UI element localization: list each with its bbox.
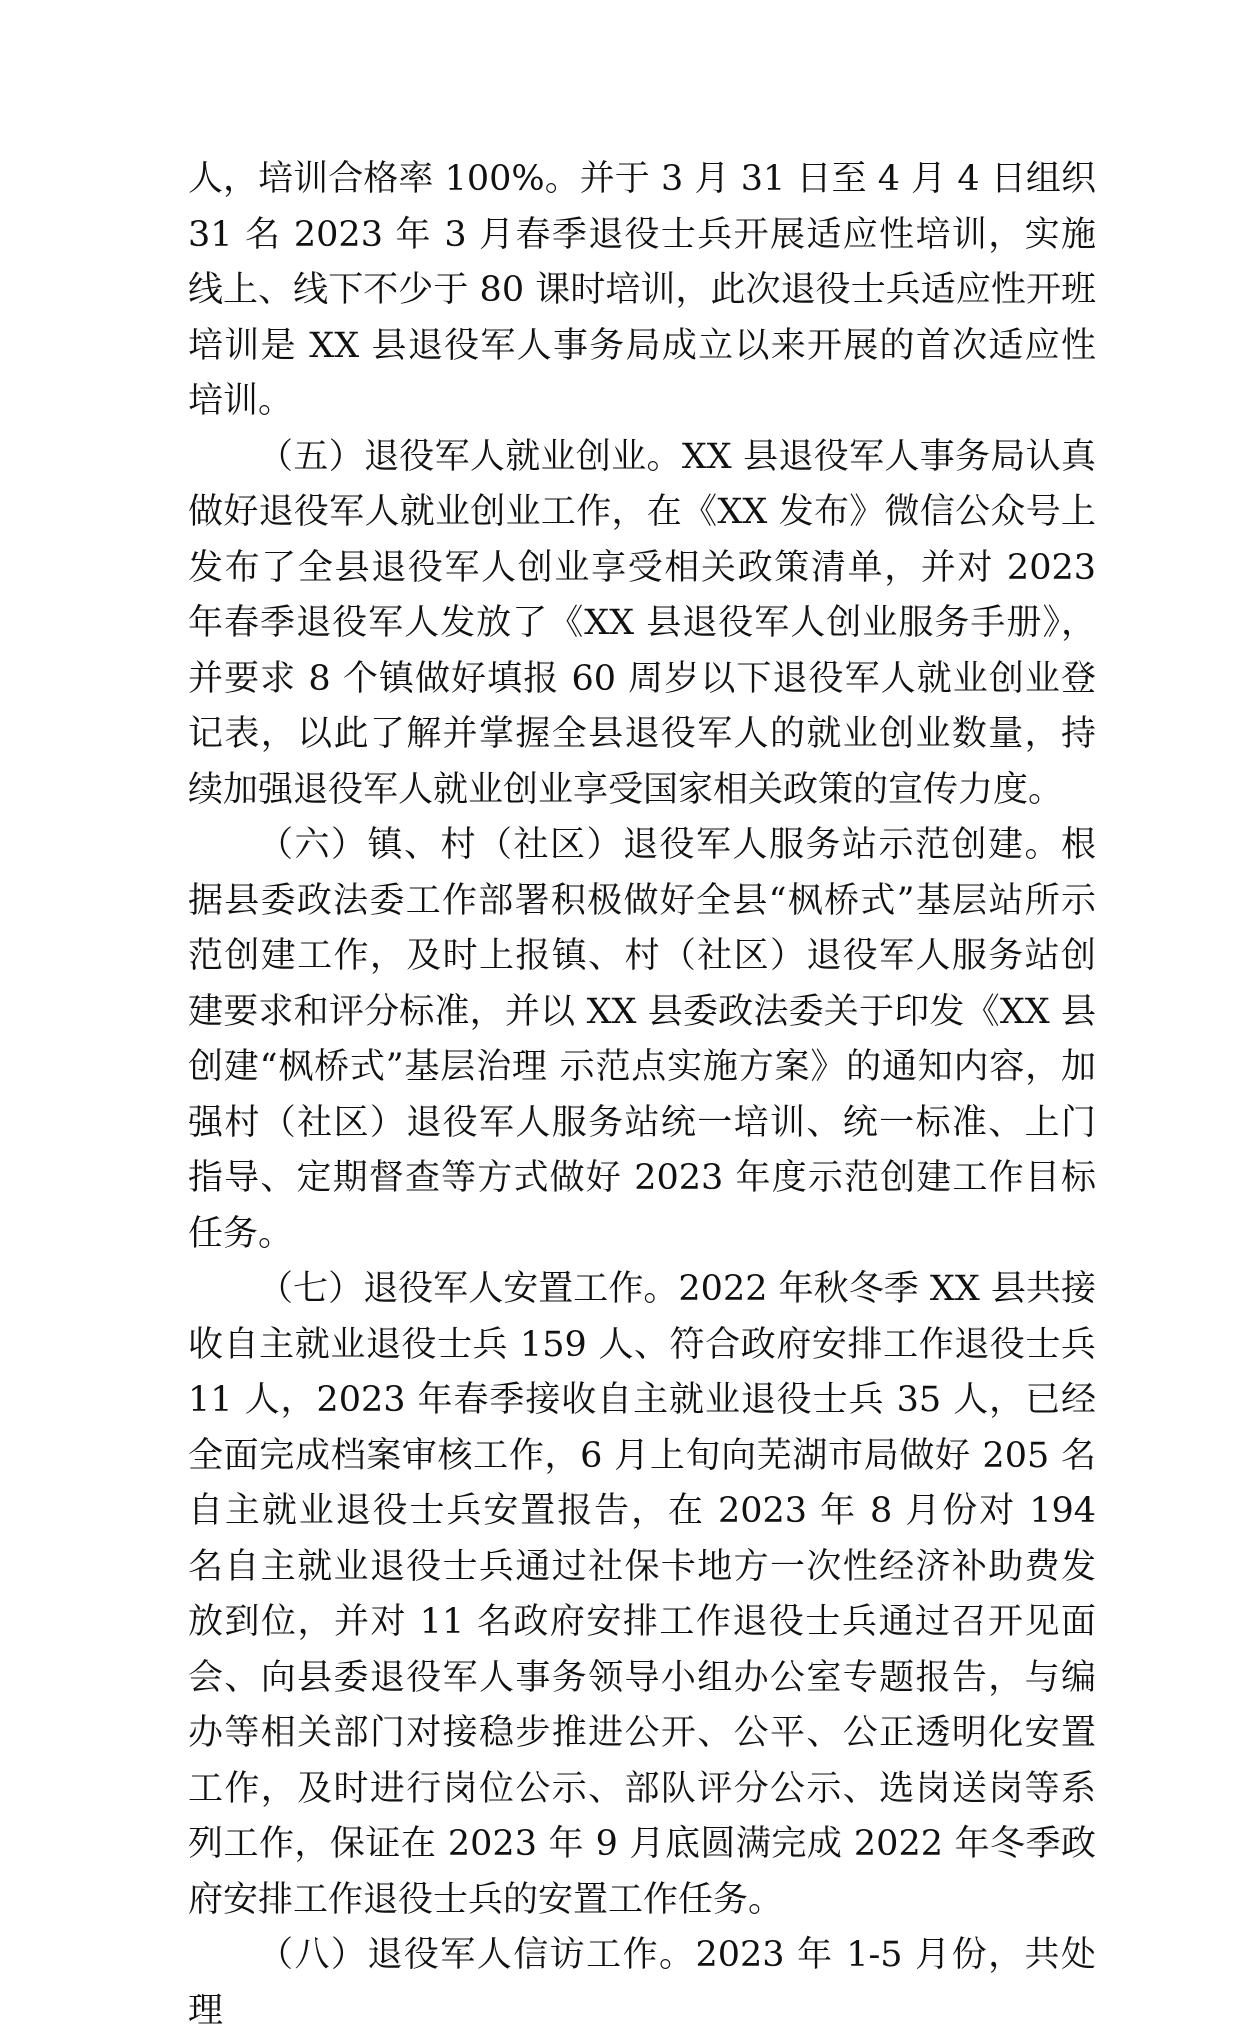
document-body	[188, 152, 1096, 2039]
paragraph-employment-entrepreneurship: （五）退役军人就业创业。XX 县退役军人事务局认真做好退役军人就业创业工作，在《XX 发布》微信公众号上发布了全县退役军人创业享受相关政策清单，并对 2023 年春季退役军人发放了《XX 县退役军人创业服务手册》，并要求 8 个镇做好填报 60 周岁以下退役军人就业创业登记表，以此了解并掌握全县退役军人的就业创业数量，持续加强退役军人就业创业享受国家相关政策的宣传力度。	[188, 436, 1096, 810]
paragraph-petition-work: （八）退役军人信访工作。2023 年 1-5 月份，共处理	[188, 1935, 1096, 2031]
paragraph-resettlement-work: （七）退役军人安置工作。2022 年秋冬季 XX 县共接收自主就业退役士兵 159 人、符合政府安排工作退役士兵 11 人，2023 年春季接收自主就业退役士兵 35 人，已经全面完成档案审核工作，6 月上旬向芜湖市局做好 205 名自主就业退役士兵安置报告，在 2023 年 8 月份对 194 名自主就业退役士兵通过社保卡地方一次性经济补助费发放到位，并对 11 名政府安排工作退役士兵通过召开见面会、向县委退役军人事务领导小组办公室专题报告，与编办等相关部门对接稳步推进公开、公平、公正透明化安置工作，及时进行岗位公示、部队评分公示、选岗送岗等系列工作，保证在 2023 年 9 月底圆满完成 2022 年冬季政府安排工作退役士兵的安置工作任务。	[188, 1269, 1096, 1920]
paragraph-continuation: 人，培训合格率 100%。并于 3 月 31 日至 4 月 4 日组织 31 名 2023 年 3 月春季退役士兵开展适应性培训，实施线上、线下不少于 80 课时培训，此次退役士兵适应性开班培训是 XX 县退役军人事务局成立以来开展的首次适应性培训。	[188, 159, 1096, 421]
paragraph-service-station-demonstration: （六）镇、村（社区）退役军人服务站示范创建。根据县委政法委工作部署积极做好全县“枫桥式”基层站所示范创建工作，及时上报镇、村（社区）退役军人服务站创建要求和评分标准，并以 XX 县委政法委关于印发《XX 县创建“枫桥式”基层治理 示范点实施方案》的通知内容，加强村（社区）退役军人服务站统一培训、统一标准、上门指导、定期督查等方式做好 2023 年度示范创建工作目标任务。	[188, 825, 1096, 1254]
